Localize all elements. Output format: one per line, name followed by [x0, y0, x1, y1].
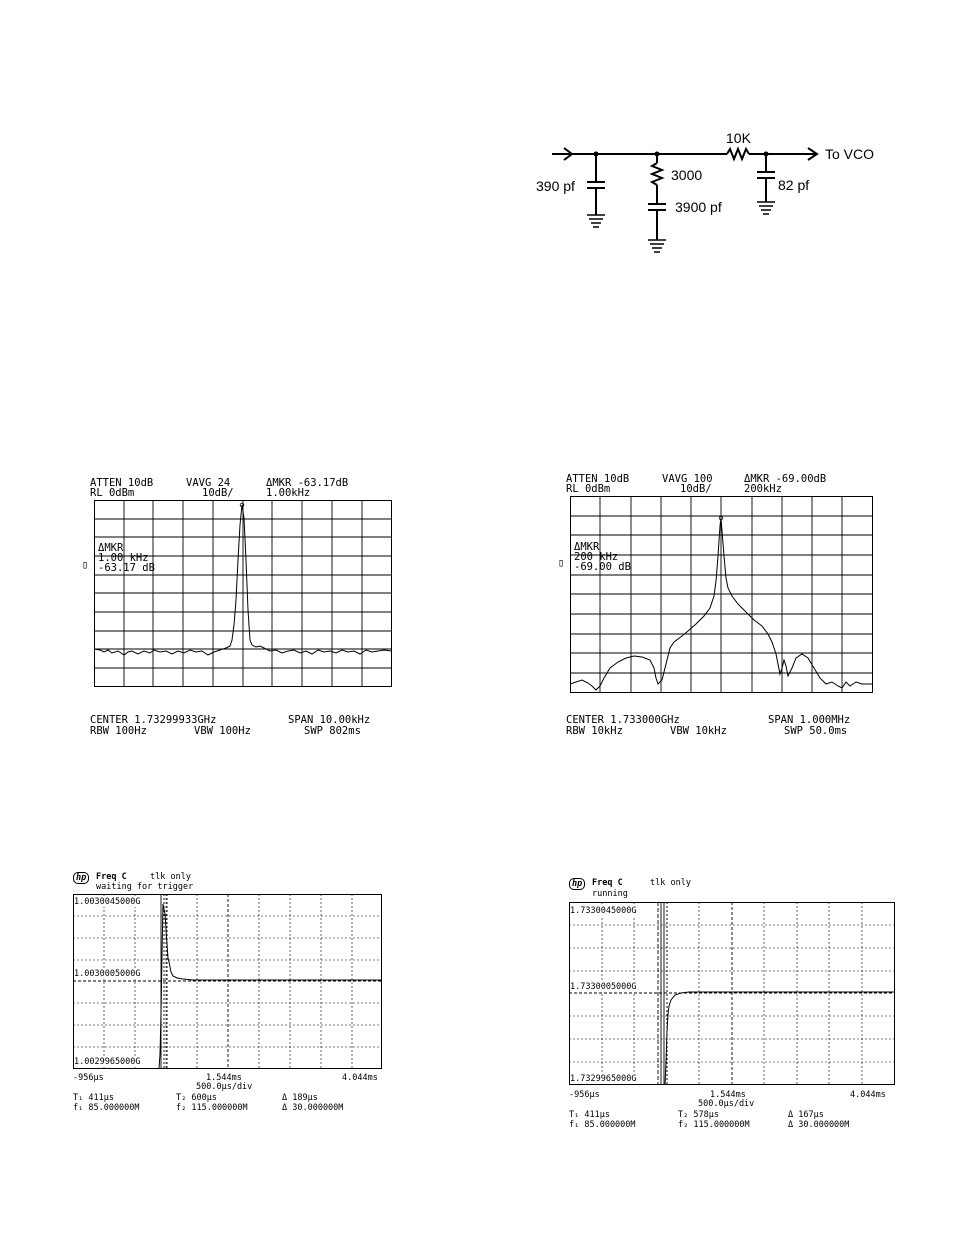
atten-label: ATTEN 10dB	[90, 477, 154, 489]
x-axis-mid-label: 1.544ms	[206, 1073, 242, 1083]
side-marker: ▯	[558, 557, 565, 569]
output-label: To VCO	[825, 146, 875, 162]
vavg-label: VAVG 100	[662, 473, 713, 485]
time-marker-2: T₂ 600µs	[176, 1093, 217, 1103]
sweep-label: SWP 802ms	[304, 725, 361, 737]
freq-delta: Δ 30.000000M	[282, 1103, 344, 1113]
spectrum-grid-right	[570, 496, 876, 696]
y-axis-mid-label: 1.0030005000G	[74, 969, 141, 979]
span-label: SPAN 10.00kHz	[288, 714, 371, 726]
r2-label: 10K	[726, 130, 751, 146]
freq-grid-right	[569, 902, 899, 1088]
marker-delta-label: 1.00kHz	[266, 487, 311, 499]
marker-readout-title: ΔMKR	[98, 542, 124, 554]
freq-marker-2: f₂ 115.000000M	[176, 1103, 248, 1113]
c3-label: 82 pf	[778, 177, 810, 193]
time-delta: Δ 167µs	[788, 1110, 824, 1120]
freq-marker-1: f₁ 85.000000M	[73, 1103, 140, 1113]
ref-level-label: RL 0dBm	[90, 487, 135, 499]
rbw-label: RBW 10kHz	[566, 725, 623, 737]
delta-marker-label: ΔMKR -63.17dB	[266, 477, 349, 489]
freq-marker-1: f₁ 85.000000M	[569, 1120, 636, 1130]
frequency-vs-time-plot-right	[566, 876, 900, 1136]
marker-readout-freq: 200 kHz	[574, 551, 619, 563]
y-axis-top-label: 1.0030045000G	[74, 897, 141, 907]
rbw-label: RBW 100Hz	[90, 725, 147, 737]
time-marker-1: T₁ 411µs	[73, 1093, 114, 1103]
scale-label: 10dB/	[680, 483, 712, 495]
sweep-label: SWP 50.0ms	[784, 725, 848, 737]
x-axis-left-label: -956µs	[73, 1073, 104, 1083]
hp-logo-icon: hp	[569, 878, 585, 890]
measurement-title: Freq C	[592, 878, 623, 888]
atten-label: ATTEN 10dB	[566, 473, 630, 485]
center-freq-label: CENTER 1.73299933GHz	[90, 714, 217, 726]
time-delta: Δ 189µs	[282, 1093, 318, 1103]
vbw-label: VBW 10kHz	[670, 725, 727, 737]
time-marker-2: T₂ 578µs	[678, 1110, 719, 1120]
vavg-label: VAVG 24	[186, 477, 231, 489]
hp-logo-icon: hp	[73, 872, 89, 884]
x-axis-right-label: 4.044ms	[850, 1090, 886, 1100]
c1-label: 390 pf	[536, 178, 575, 194]
loop-filter-schematic	[536, 120, 900, 270]
center-freq-label: CENTER 1.733000GHz	[566, 714, 680, 726]
x-axis-left-label: -956µs	[569, 1090, 600, 1100]
scale-label: 10dB/	[202, 487, 234, 499]
spectrum-trace-left	[94, 505, 391, 655]
marker-readout-level: -63.17 dB	[98, 562, 155, 574]
marker-readout-freq: 1.00 kHz	[98, 552, 149, 564]
schematic-wires	[540, 120, 900, 270]
x-axis-scale-label: 500.0µs/div	[196, 1082, 253, 1092]
spectrum-plot-left	[82, 477, 398, 740]
marker-readout-level: -69.00 dB	[574, 561, 631, 573]
frequency-trace-left	[159, 904, 381, 1069]
freq-delta: Δ 30.000000M	[788, 1120, 850, 1130]
marker-readout-title: ΔMKR	[574, 541, 600, 553]
talk-mode-label: tlk only	[650, 878, 691, 888]
spectrum-plot-right	[558, 473, 880, 740]
frequency-vs-time-plot-left	[70, 870, 390, 1120]
x-axis-right-label: 4.044ms	[342, 1073, 378, 1083]
time-marker-1: T₁ 411µs	[569, 1110, 610, 1120]
vbw-label: VBW 100Hz	[194, 725, 251, 737]
y-axis-bottom-label: 1.0029965000G	[74, 1057, 141, 1067]
ref-level-label: RL 0dBm	[566, 483, 611, 495]
freq-grid-left	[73, 894, 385, 1074]
c2-label: 3900 pf	[675, 199, 722, 215]
y-axis-top-label: 1.7330045000G	[570, 906, 637, 916]
marker-delta-label: 200kHz	[744, 483, 782, 495]
trigger-status: running	[592, 889, 628, 899]
talk-mode-label: tlk only	[150, 872, 191, 882]
trigger-status: waiting for trigger	[96, 882, 194, 892]
span-label: SPAN 1.000MHz	[768, 714, 851, 726]
y-axis-bottom-label: 1.7329965000G	[570, 1074, 637, 1084]
delta-marker-label: ΔMKR -69.00dB	[744, 473, 827, 485]
measurement-title: Freq C	[96, 872, 127, 882]
spectrum-grid-left	[94, 500, 394, 690]
y-axis-mid-label: 1.7330005000G	[570, 982, 637, 992]
freq-marker-2: f₂ 115.000000M	[678, 1120, 750, 1130]
r1-label: 3000	[671, 167, 703, 183]
x-axis-mid-label: 1.544ms	[710, 1090, 746, 1100]
side-marker: ▯	[82, 559, 89, 571]
x-axis-scale-label: 500.0µs/div	[698, 1099, 755, 1109]
frequency-trace-right	[665, 992, 894, 1085]
